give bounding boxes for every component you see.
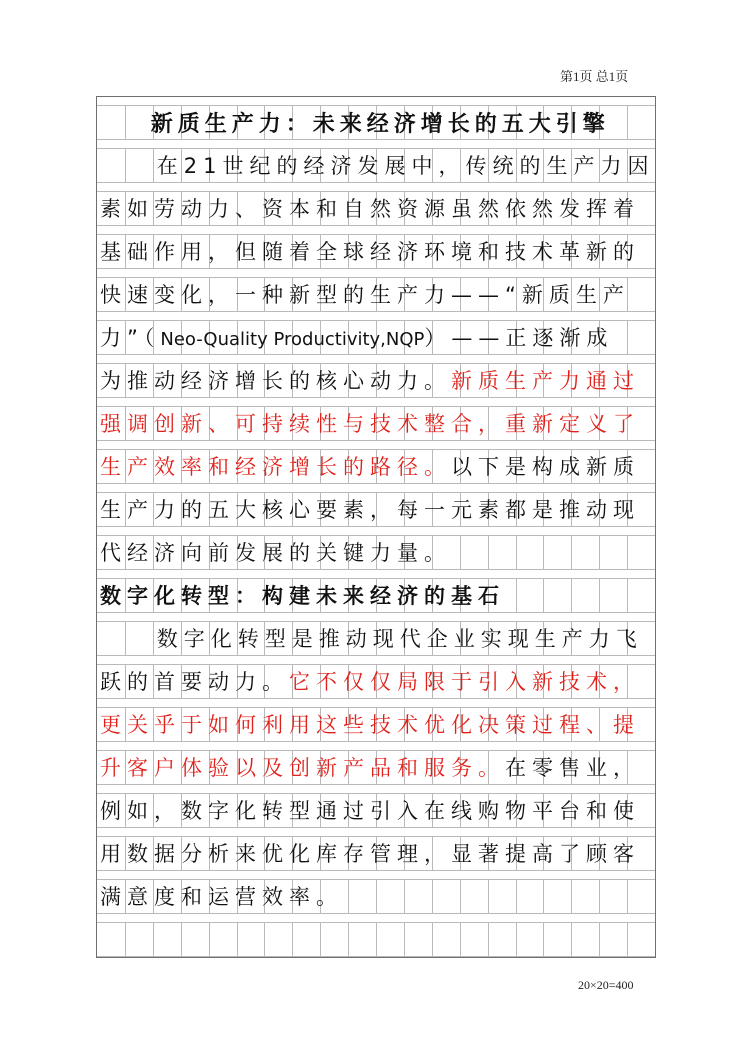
text-row bbox=[97, 879, 658, 913]
text-row bbox=[97, 621, 715, 655]
grid-horizontal-line bbox=[97, 440, 655, 441]
grid-horizontal-line bbox=[97, 311, 655, 312]
grid-horizontal-line bbox=[97, 397, 655, 398]
body-text: 快速变化，一种新型的生产力——“新质生产 bbox=[100, 283, 630, 307]
body-text: 跃的首要动力。 bbox=[100, 670, 289, 694]
body-text: 用数据分析来优化库存管理，显著提高了顾客 bbox=[100, 842, 640, 866]
text-row bbox=[97, 836, 658, 870]
grid-horizontal-line bbox=[97, 741, 655, 742]
grid-horizontal-line bbox=[97, 655, 655, 656]
text-row bbox=[97, 277, 658, 311]
body-text: 代经济向前发展的关键力量。 bbox=[100, 541, 451, 565]
grid-horizontal-line bbox=[97, 913, 655, 914]
body-text: 力”（Neo-Quality Productivity,NQP）——正逐渐成 bbox=[100, 326, 614, 350]
grid-horizontal-line bbox=[97, 182, 655, 183]
grid-horizontal-line bbox=[97, 698, 655, 699]
document-title: 新质生产力：未来经济增长的五大引擎 bbox=[150, 111, 610, 137]
body-text: 在21世纪的经济发展中，传统的生产力因 bbox=[156, 154, 655, 178]
text-row bbox=[97, 707, 658, 741]
grid-horizontal-line bbox=[97, 225, 655, 226]
text-row bbox=[97, 578, 658, 612]
highlighted-text: 生产效率和经济增长的路径。 bbox=[100, 455, 451, 479]
text-row bbox=[97, 234, 658, 268]
grid-horizontal-line bbox=[97, 870, 655, 871]
page-indicator: 第1页 总1页 bbox=[560, 69, 629, 84]
grid-horizontal-line bbox=[97, 268, 655, 269]
grid-horizontal-line bbox=[97, 526, 655, 527]
highlighted-text: 新质生产力通过 bbox=[451, 369, 640, 393]
grid-horizontal-line bbox=[97, 612, 655, 613]
grid-horizontal-line bbox=[97, 483, 655, 484]
highlighted-text: 更关乎于如何利用这些技术优化决策过程、提 bbox=[100, 713, 640, 737]
text-row bbox=[97, 664, 658, 698]
grid-horizontal-line bbox=[97, 784, 655, 785]
body-text: 素如劳动力、资本和自然资源虽然依然发挥着 bbox=[100, 197, 640, 221]
text-row bbox=[97, 922, 658, 956]
body-text: 数字化转型是推动现代企业实现生产力飞 bbox=[156, 627, 643, 651]
grid-horizontal-line bbox=[97, 569, 655, 570]
text-row bbox=[97, 320, 658, 354]
highlighted-text: 升客户体验以及创新产品和服务。 bbox=[100, 756, 505, 780]
text-row bbox=[97, 148, 715, 182]
body-text: 数字化转型：构建未来经济的基石 bbox=[100, 584, 505, 608]
grid-horizontal-line bbox=[97, 139, 655, 140]
body-text: 生产力的五大核心要素，每一元素都是推动现 bbox=[100, 498, 640, 522]
grid-horizontal-line bbox=[97, 827, 655, 828]
body-text: 以下是构成新质 bbox=[451, 455, 640, 479]
word-count-indicator: 20×20=400 bbox=[578, 978, 634, 992]
body-text: 为推动经济增长的核心动力。 bbox=[100, 369, 451, 393]
grid-horizontal-line bbox=[97, 354, 655, 355]
text-row bbox=[97, 535, 658, 569]
body-text: 在零售业， bbox=[505, 756, 640, 780]
text-row bbox=[97, 191, 658, 225]
highlighted-text: 它不仅仅局限于引入新技术， bbox=[289, 670, 640, 694]
highlighted-text: 强调创新、可持续性与技术整合，重新定义了 bbox=[100, 412, 640, 436]
text-row bbox=[97, 492, 658, 526]
body-text: 例如，数字化转型通过引入在线购物平台和使 bbox=[100, 799, 640, 823]
text-row bbox=[97, 363, 658, 397]
grid-horizontal-line bbox=[97, 956, 655, 957]
text-row bbox=[97, 750, 658, 784]
body-text: 基础作用，但随着全球经济环境和技术革新的 bbox=[100, 240, 640, 264]
text-row bbox=[97, 449, 658, 483]
text-row bbox=[97, 406, 658, 440]
manuscript-grid bbox=[96, 96, 656, 958]
text-row bbox=[97, 793, 658, 827]
body-text: 满意度和运营效率。 bbox=[100, 885, 343, 909]
